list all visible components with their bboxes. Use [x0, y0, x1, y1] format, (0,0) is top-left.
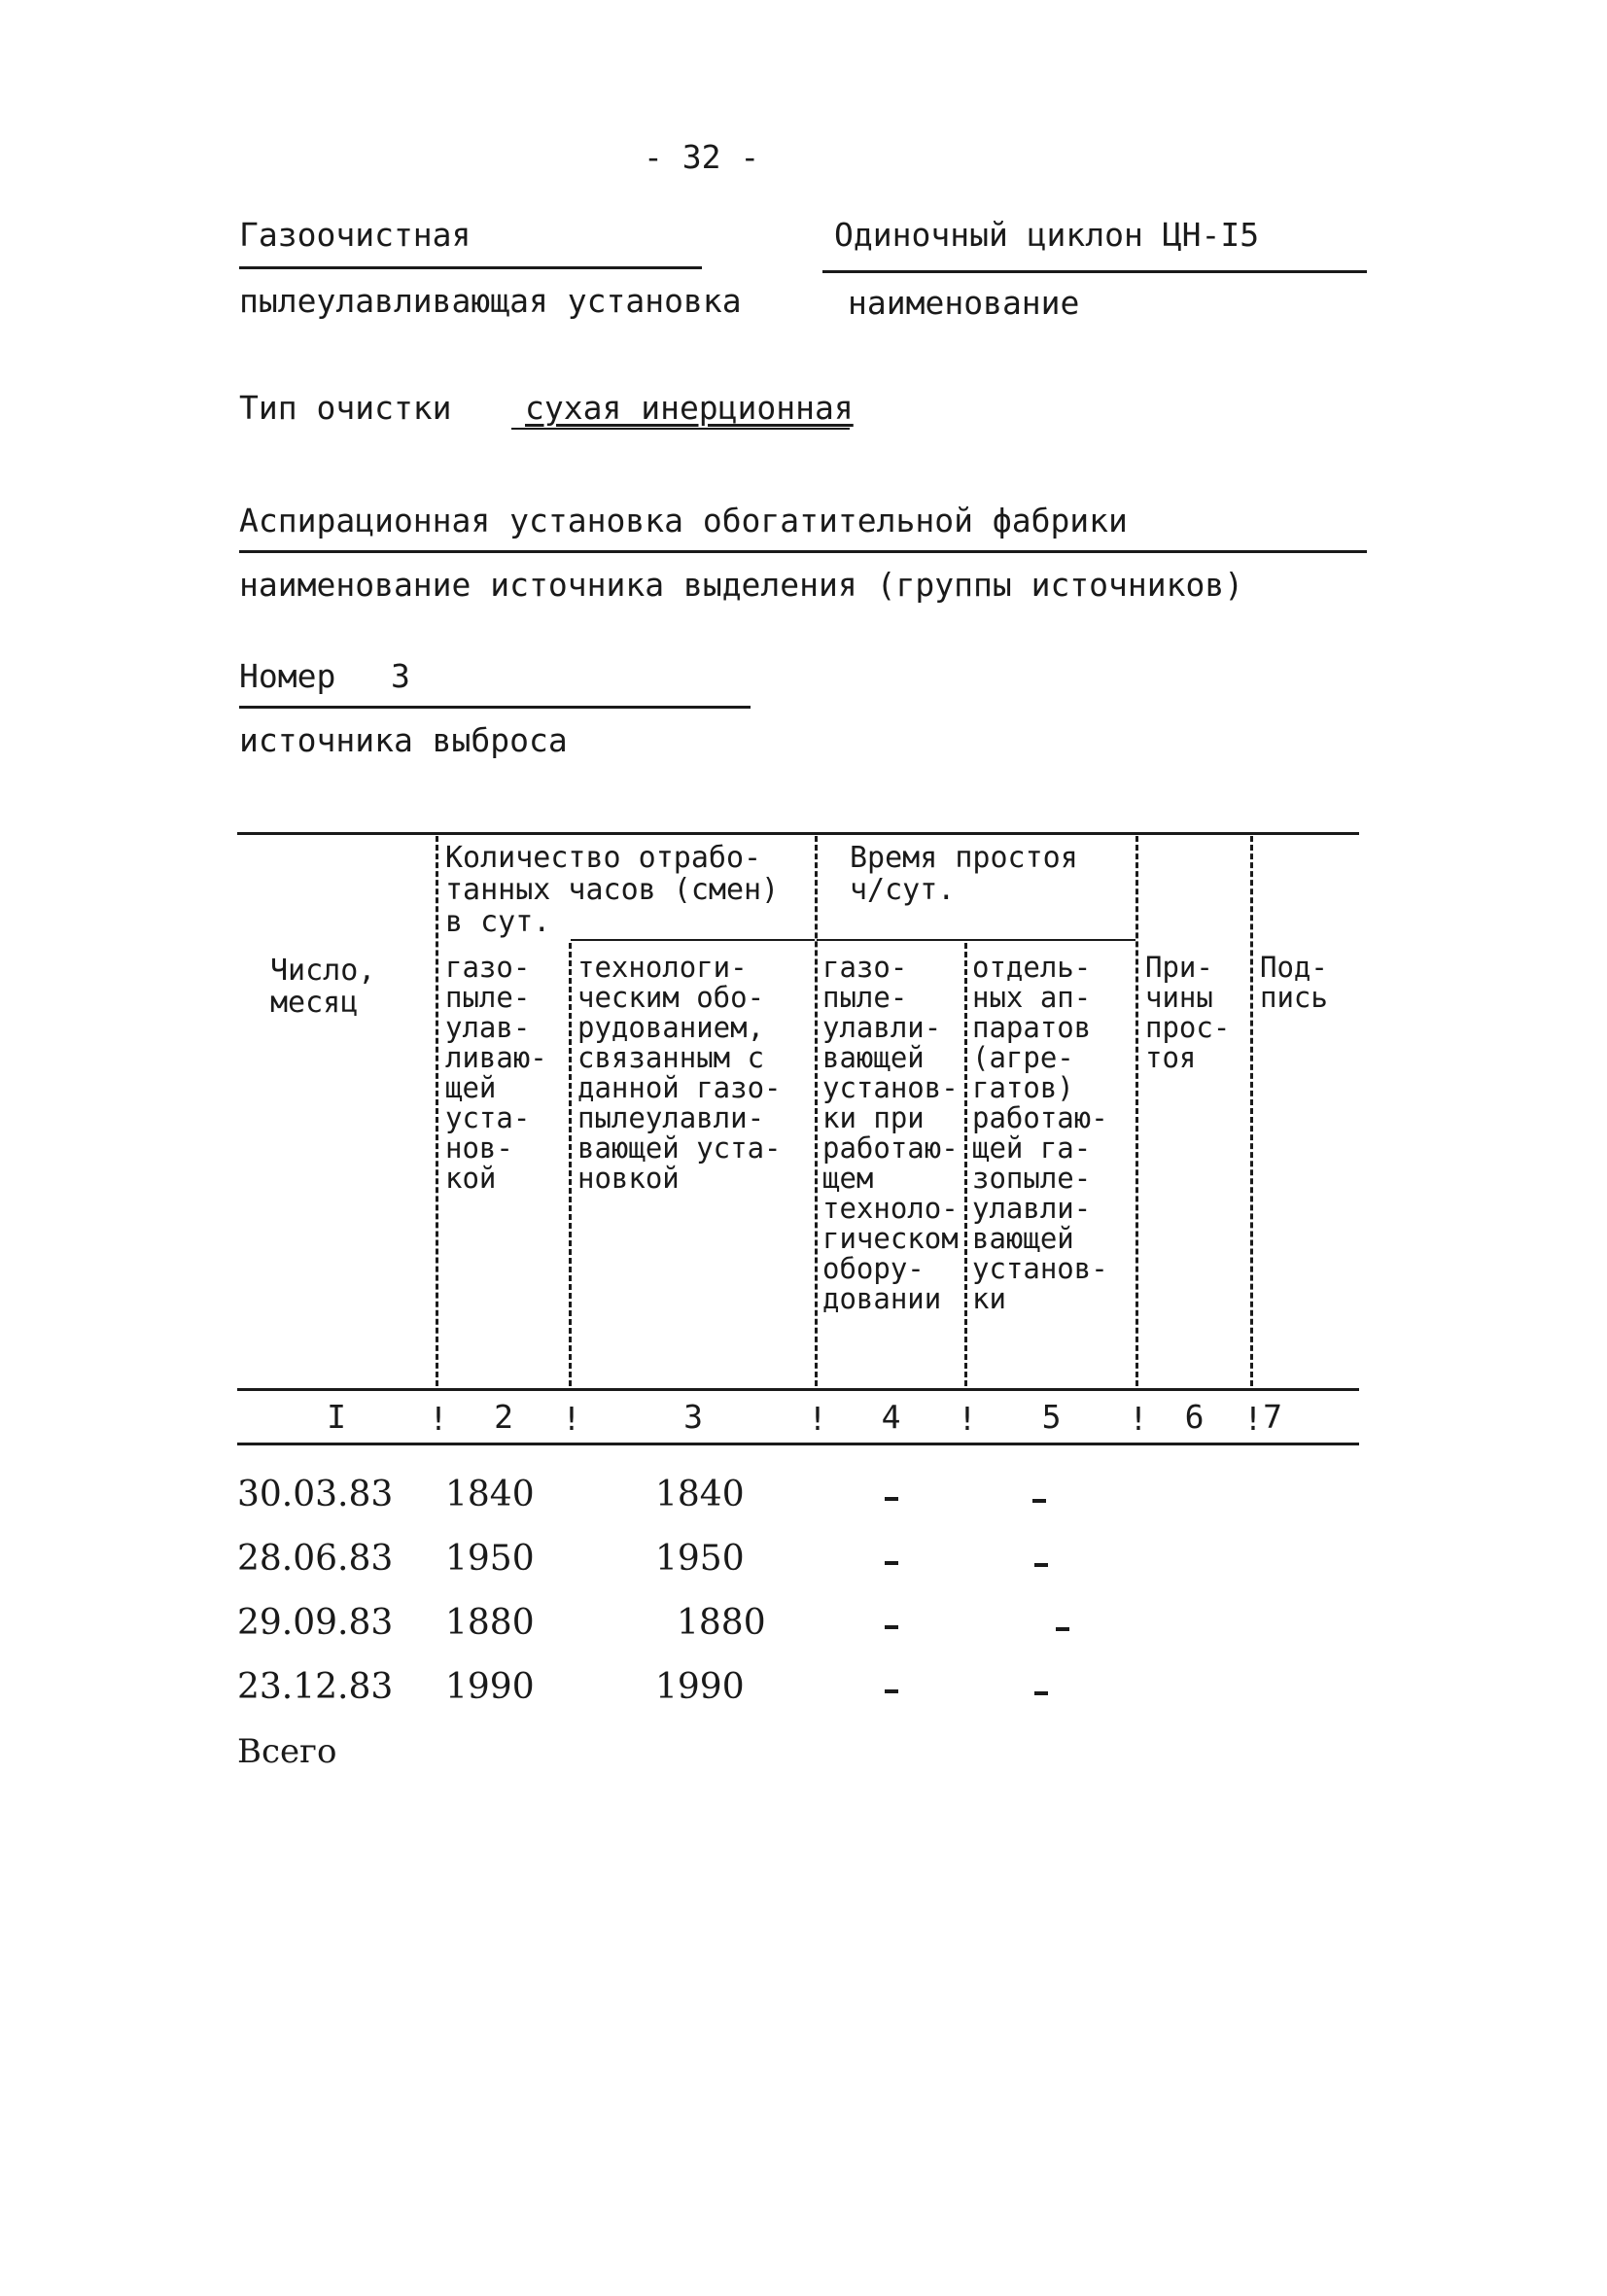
column-number-1: I: [327, 1398, 346, 1436]
row-downtime-dash: [1034, 1691, 1048, 1695]
equipment-name-underline: [822, 270, 1367, 273]
equipment-type-underline: [239, 266, 702, 269]
worked-group-rule: [571, 939, 815, 941]
col-separator-1: [436, 836, 438, 1386]
col5-header: отдель- ных ап- паратов (агре- гатов) работаю- щей га- зопыле- улавли- вающей установ- ки: [972, 951, 1108, 1315]
column-numbers-top-rule: [237, 1388, 1359, 1391]
column-numbers-bottom-rule: [237, 1443, 1359, 1445]
worked-hours-group-header: Количество отрабо- танных часов (смен) в сут.: [445, 841, 780, 939]
table-top-rule: [237, 832, 1359, 835]
column-number-sep: !: [562, 1400, 581, 1438]
column-number-3: 3: [683, 1398, 703, 1436]
col-separator-3: [815, 836, 818, 1386]
source-name-underline: [239, 550, 1367, 553]
row-date: 23.12.83: [237, 1667, 394, 1707]
row-equipment-hours: 1950: [655, 1539, 745, 1579]
column-number-sep: !: [958, 1400, 977, 1438]
column-number-sep: !: [1243, 1400, 1263, 1438]
total-label: Всего: [237, 1732, 337, 1771]
col3-header: технологи- ческим обо- рудованием, связанным с данной газо- пылеулавли- вающей уста- новкой: [577, 951, 782, 1195]
column-number-2: 2: [494, 1398, 513, 1436]
col-separator-4: [964, 943, 967, 1386]
cleaning-type-value: сухая инерционная: [525, 389, 854, 427]
row-downtime-dash: [885, 1625, 898, 1629]
column-number-sep: !: [429, 1400, 448, 1438]
column-number-sep: !: [808, 1400, 827, 1438]
col4-header: газо- пыле- улавли- вающей установ- ки при работаю- щем техноло- гическом обору- довании: [822, 951, 959, 1315]
col6-header: При- чины прос- тоя: [1145, 951, 1231, 1074]
row-equipment-hours: 1840: [655, 1475, 745, 1514]
col-separator-6: [1250, 836, 1253, 1386]
source-name-caption: наименование источника выделения (группы источников): [239, 566, 1244, 604]
equipment-type-line2: пылеулавливающая установка: [239, 282, 742, 320]
col1-header: Число, месяц: [270, 954, 376, 1020]
col7-header: Под- пись: [1260, 951, 1328, 1014]
emission-number-label: Номер: [239, 657, 336, 695]
row-equipment-hours: 1880: [677, 1603, 766, 1643]
emission-number-value: 3: [391, 657, 410, 695]
row-equipment-hours: 1990: [655, 1667, 745, 1707]
equipment-name-value: Одиночный циклон ЦН-I5: [834, 216, 1260, 254]
column-number-5: 5: [1041, 1398, 1062, 1436]
row-gas-cleaner-hours: 1990: [445, 1667, 535, 1707]
column-number-6: 6: [1184, 1398, 1205, 1436]
row-downtime-dash: [885, 1561, 898, 1565]
row-gas-cleaner-hours: 1840: [445, 1475, 535, 1514]
equipment-type-line1: Газоочистная: [239, 216, 472, 254]
row-date: 28.06.83: [237, 1539, 394, 1579]
row-downtime-dash: [885, 1497, 898, 1501]
col-separator-5: [1135, 836, 1138, 1386]
emission-number-underline: [239, 706, 751, 709]
row-gas-cleaner-hours: 1880: [445, 1603, 535, 1643]
row-date: 29.09.83: [237, 1603, 394, 1643]
row-gas-cleaner-hours: 1950: [445, 1539, 535, 1579]
row-downtime-dash: [1032, 1499, 1046, 1503]
row-downtime-dash: [1034, 1563, 1048, 1567]
emission-number-caption: источника выброса: [239, 721, 568, 759]
column-number-sep: !: [1129, 1400, 1148, 1438]
row-downtime-dash: [885, 1689, 898, 1693]
col-separator-2: [569, 943, 572, 1386]
equipment-name-caption: наименование: [848, 284, 1080, 322]
downtime-group-rule: [817, 939, 1135, 941]
source-name-value: Аспирационная установка обогатительной фабрики: [239, 502, 1128, 539]
row-downtime-dash: [1056, 1627, 1069, 1631]
row-date: 30.03.83: [237, 1475, 394, 1514]
page-number: - 32 -: [644, 138, 760, 176]
col2-header: газо- пыле- улав- ливаю- щей уста- нов- кой: [445, 951, 547, 1195]
column-number-7: 7: [1263, 1398, 1282, 1436]
cleaning-type-label: Тип очистки: [239, 389, 452, 427]
downtime-group-header: Время простоя ч/сут.: [850, 841, 1078, 907]
column-number-4: 4: [881, 1398, 901, 1436]
cleaning-type-underline: [511, 428, 850, 430]
